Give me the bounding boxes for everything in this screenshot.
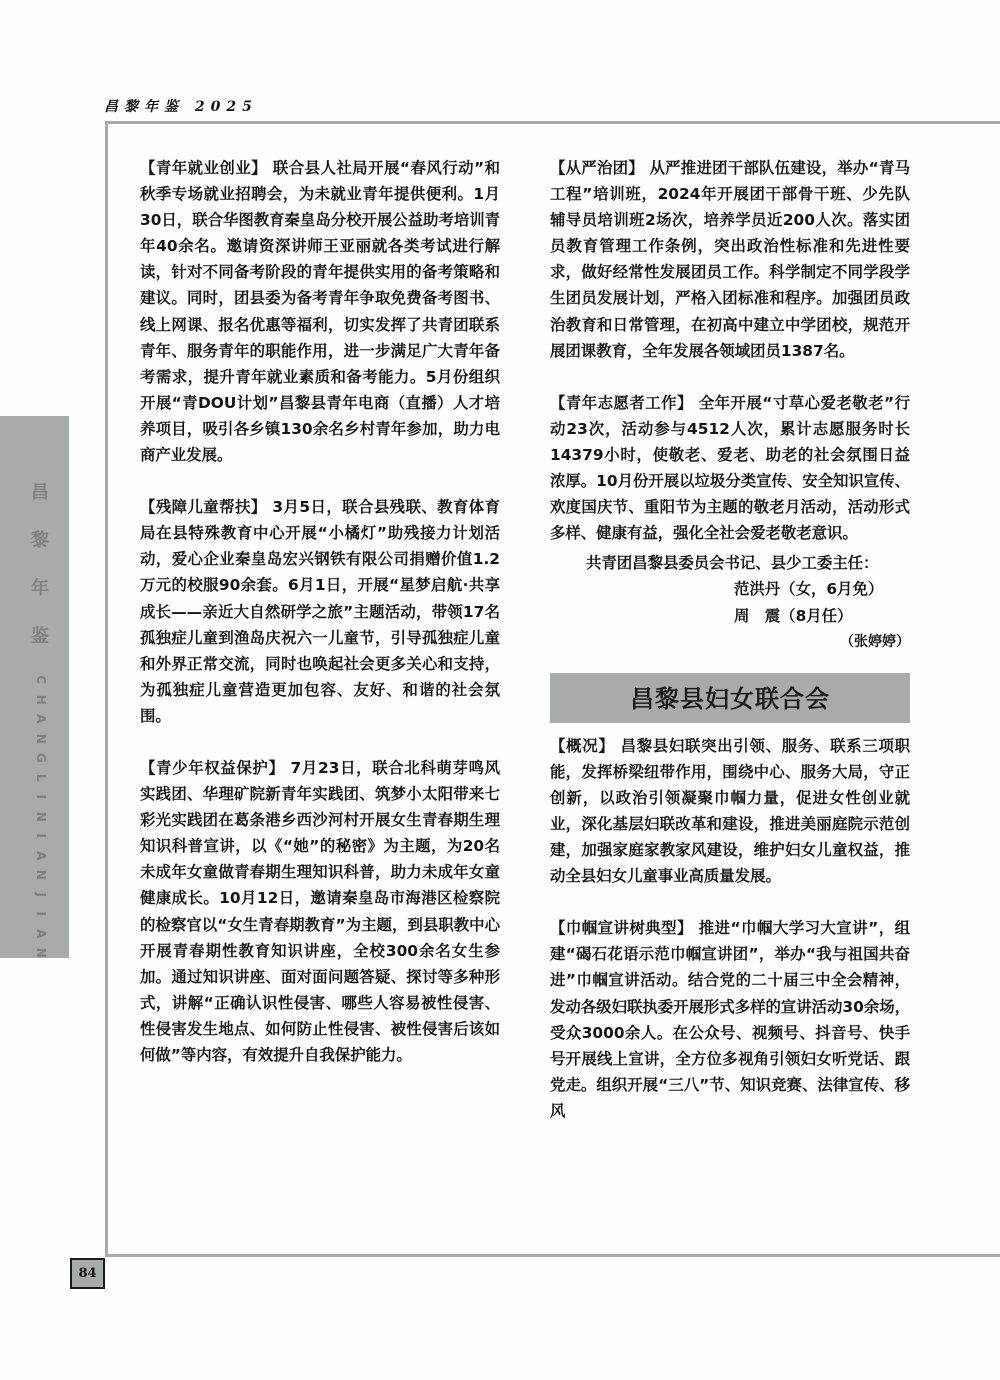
paragraph-volunteers (550, 390, 910, 547)
frame-left-rule (105, 121, 108, 1257)
pinyin-letter: H (33, 694, 48, 705)
page-number: 84 (70, 1258, 105, 1289)
side-tab-pinyin (30, 670, 50, 963)
signature-name: 周 震（8月任） (734, 606, 853, 625)
side-tab (0, 416, 69, 958)
paragraph-body: 昌黎县妇联突出引领、服务、联系三项职能，发挥桥梁纽带作用，围绕中心、服务大局，守正创新，以政治引领凝聚巾帼力量，促进女性创业就业，深化基层妇联改革和建设，推进美丽庭院示范创建，加强家庭家教家风建设，维护妇女儿童权益，推动全县妇女儿童事业高质量发展。 (550, 736, 910, 886)
section-title: 昌黎县妇女联合会 (550, 673, 910, 723)
pinyin-letter: C (33, 675, 48, 685)
paragraph-heading: 【残障儿童帮扶】 (140, 498, 267, 517)
paragraph-heading: 【青年志愿者工作】 (550, 393, 693, 412)
paragraph-body: 联合县人社局开展“春风行动”和秋季专场就业招聘会，为未就业青年提供便利。1月30日，联合华图教育秦皇岛分校开展公益助考培训青年40余名。邀请资深讲师王亚丽就各类考试进行解读，针对不同备考阶段的青年提供实用的备考策略和建议。同时，团县委为备考青年争取免费备考图书、线上网课、报名优惠等福利，切实发挥了共青团联系青年、服务青年的职能作用，进一步满足广大青年备考需求，提升青年就业素质和备考能力。5月份组织开展“青DOU计划”昌黎县青年电商（直播）人才培养项目，吸引各乡镇130余名乡村青年参加，助力电商产业发展。 (140, 159, 501, 465)
pinyin-letter: A (33, 850, 48, 860)
signature-author: （张婷婷） (840, 633, 910, 650)
right-column (550, 155, 910, 1150)
paragraph-body: 从严推进团干部队伍建设，举办“青马工程”培训班，2024年开展团干部骨干班、少先队辅导员培训班2场次，培养学员近200人次。落实团员教育管理工作条例，突出政治性标准和先进性要求，做好经常性发展团员工作。科学制定不同学段学生团员发展计划，严格入团标准和程序。加强团员政治教育和日常管理，在初高中建立中学团校，规范开展团课教育，全年发展各领域团员1387名。 (550, 159, 910, 360)
paragraph-heading: 【青少年权益保护】 (140, 758, 285, 777)
left-column (140, 155, 500, 1094)
paragraph-heading: 【概况】 (550, 736, 615, 755)
pinyin-letter: N (33, 811, 48, 822)
pinyin-letter: N (33, 733, 48, 744)
pinyin-letter: A (33, 714, 48, 724)
paragraph-body: 7月23日，联合北科萌芽鸣风实践团、华理矿院新青年实践团、筑梦小太阳带来七彩光实践团在葛条港乡西沙河村开展女生青春期生理知识科普宣讲，以《“她”的秘密》为主题，为20名未成年女童做青春期生理知识科普，助力未成年女童健康成长。10月12日，邀请秦皇岛市海港区检察院的检察官以“女生青春期教育”为主题，到县职教中心开展青春期性教育知识讲座，全校300余名女生参加。通过知识讲座、面对面问题答疑、探讨等多种形式，讲解“正确认识性侵害、哪些人容易被性侵害、性侵害发生地点、如何防止性侵害、被性侵害后该如何做”等内容，有效提升自我保护能力。 (140, 758, 500, 1064)
signature-title: 共青团昌黎县委员会书记、县少工委主任： (586, 554, 879, 573)
pinyin-letter: A (33, 928, 48, 938)
side-tab-char: 黎 (31, 530, 49, 551)
pinyin-letter: I (33, 833, 48, 838)
pinyin-letter: I (33, 794, 48, 799)
paragraph-womens-lectures (550, 915, 910, 1124)
signature-block (550, 550, 910, 654)
paragraph-body: 全年开展“寸草心爱老敬老”行动23次，活动参与4512人次，累计志愿服务时长14379小时，使敬老、爱老、助老的社会氛围日益浓厚。10月份开展以垃圾分类宣传、安全知识宣传、欢度国庆节、重阳节为主题的敬老月活动，活动形式多样、健康有益，强化全社会爱老敬老意识。 (550, 393, 911, 543)
paragraph-strict-governance (550, 155, 910, 364)
paragraph-heading: 【青年就业创业】 (140, 159, 268, 177)
pinyin-letter: I (33, 911, 48, 916)
side-tab-char: 年 (31, 578, 49, 599)
pinyin-letter: N (33, 869, 48, 880)
frame-top-rule (106, 121, 1000, 124)
paragraph-womens-overview (550, 733, 910, 890)
pinyin-letter: N (33, 947, 48, 958)
paragraph-heading: 【从严治团】 (550, 159, 644, 177)
side-tab-char: 鉴 (31, 626, 49, 647)
pinyin-letter: G (33, 752, 48, 763)
signature-name: 范洪丹（女，6月免） (734, 580, 884, 599)
paragraph-youth-employment (140, 155, 500, 468)
paragraph-body: 推进“巾帼大学习大宣讲”，组建“碣石花语示范巾帼宣讲团”，举办“我与祖国共奋进”巾帼宣讲活动。结合党的二十届三中全会精神，发动各级妇联执委开展形式多样的宣讲活动30余场，受众3000余人。在公众号、视频号、抖音号、快手号开展线上宣讲，全方位多视角引领妇女听党话、跟党走。组织开展“三八”节、知识竞赛、法律宣传、移风 (550, 919, 911, 1120)
pinyin-letter: J (33, 892, 48, 897)
paragraph-disabled-children (140, 494, 500, 729)
frame-bottom-rule (106, 1254, 1000, 1257)
paragraph-youth-rights (140, 755, 500, 1068)
paragraph-heading: 【巾帼宣讲树典型】 (550, 919, 693, 938)
pinyin-letter: L (33, 773, 48, 782)
paragraph-body: 3月5日，联合县残联、教育体育局在县特殊教育中心开展“小橘灯”助残接力计划活动，爱心企业秦皇岛宏兴钢铁有限公司捐赠价值1.2万元的校服90余套。6月1日，开展“星梦启航·共享成长——亲近大自然研学之旅”主题活动，带领17名孤独症儿童到渔岛庆祝六一儿童节，引导孤独症儿童和外界正常交流，同时也唤起社会更多关心和支持，为孤独症儿童营造更加包容、友好、和谐的社会氛围。 (140, 498, 500, 725)
side-tab-char: 昌 (31, 482, 49, 503)
running-header: 昌黎年鉴 2025 (104, 99, 258, 115)
